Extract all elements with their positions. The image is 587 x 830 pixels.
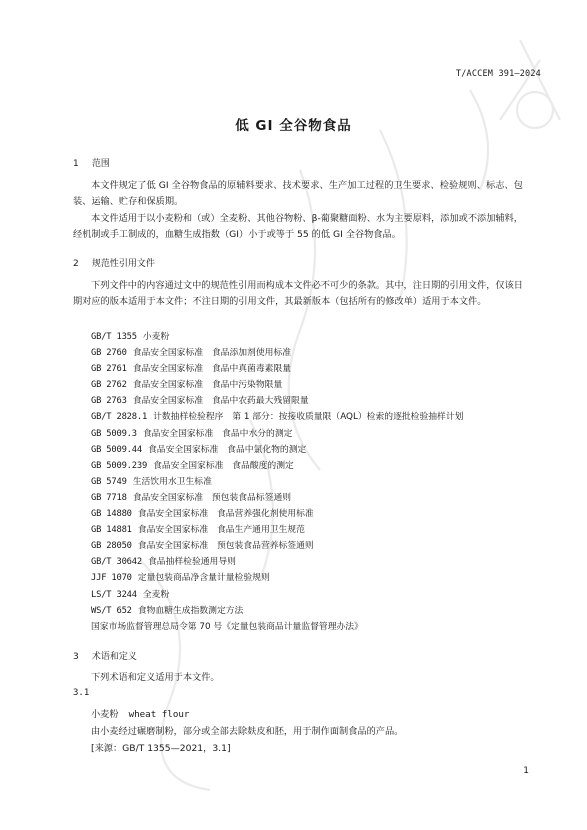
reference-title: 食品安全国家标准 食品添加剂使用标准 xyxy=(132,348,292,359)
term-chinese: 小麦粉 xyxy=(91,709,119,720)
section-title: 规范性引用文件 xyxy=(91,259,155,269)
reference-title: 生活饮用水卫生标准 xyxy=(132,476,212,487)
reference-item xyxy=(91,490,463,506)
section-number: 3 xyxy=(73,652,79,662)
reference-item xyxy=(91,442,463,458)
reference-code: GB 2763 xyxy=(91,396,127,407)
reference-code: GB 28050 xyxy=(91,541,132,552)
reference-item xyxy=(91,603,463,619)
reference-title: 食品安全国家标准 食品中水分的测定 xyxy=(142,428,293,439)
reference-title: 小麦粉 xyxy=(142,332,170,342)
reference-title: 食品安全国家标准 食品中污染物限量 xyxy=(132,380,283,391)
scope-paragraph-2: 本文件适用于以小麦粉和（或）全麦粉、其他谷物粉、β-葡聚糖面粉、水为主要原料，添加或不添加辅料，经机制或手工制成的，血糖生成指数（GI）小于或等于 55 的低 GI 全谷物食品。 xyxy=(73,213,523,240)
reference-item xyxy=(91,522,463,538)
reference-item xyxy=(91,587,463,603)
term-number: 3.1 xyxy=(73,688,90,698)
reference-item xyxy=(91,393,463,409)
reference-item xyxy=(91,361,463,377)
scope-paragraph-1: 本文件规定了低 GI 全谷物食品的原辅料要求、技术要求、生产加工过程的卫生要求、检验规则、标志、包装、运输、贮存和保质期。 xyxy=(73,180,523,207)
page-number: 1 xyxy=(523,766,529,776)
reference-code: LS/T 3244 xyxy=(91,589,137,600)
reference-item xyxy=(91,554,463,570)
reference-code: WS/T 652 xyxy=(91,605,132,616)
reference-title: 食品安全国家标准 食品营养强化剂使用标准 xyxy=(137,509,314,520)
section-title: 术语和定义 xyxy=(91,652,137,662)
section-title: 范围 xyxy=(91,159,110,169)
reference-code: GB 14881 xyxy=(91,525,132,536)
reference-code: GB/T 1355 xyxy=(91,332,137,342)
section-heading-normative-references xyxy=(73,256,155,269)
reference-item xyxy=(91,538,463,554)
reference-title: 食品安全国家标准 预包装食品营养标签通则 xyxy=(137,541,314,552)
document-code: T/ACCEM 391—2024 xyxy=(455,69,541,79)
reference-item xyxy=(91,345,463,361)
term-source: [来源：GB/T 1355—2021，3.1] xyxy=(91,743,231,754)
reference-title: 全麦粉 xyxy=(142,589,170,600)
reference-item xyxy=(91,329,463,345)
reference-code: GB 2761 xyxy=(91,364,127,375)
reference-title: 食品安全国家标准 食品中农药最大残留限量 xyxy=(132,396,309,407)
reference-code: GB 2762 xyxy=(91,380,127,391)
term-definition: 由小麦经过碾磨制粉，部分或全部去除麸皮和胚，用于制作面制食品的产品。 xyxy=(91,726,404,737)
reference-code: GB 14880 xyxy=(91,509,132,520)
reference-code: GB 5009.3 xyxy=(91,428,137,439)
reference-title: 食品安全国家标准 食品中真菌毒素限量 xyxy=(132,364,292,375)
reference-title: 国家市场监督管理总局令第 70 号《定量包装商品计量监督管理办法》 xyxy=(91,621,363,632)
document-title: 低 GI 全谷物食品 xyxy=(235,118,352,134)
reference-code: GB 5009.239 xyxy=(91,460,148,471)
reference-title: 食品安全国家标准 预包装食品标签通则 xyxy=(132,492,292,503)
term-entry xyxy=(91,706,189,720)
reference-item xyxy=(91,570,463,586)
reference-code: GB/T 30642 xyxy=(91,557,142,568)
section-heading-scope xyxy=(73,156,110,169)
reference-title: 食品安全国家标准 食品生产通用卫生规范 xyxy=(137,525,305,536)
reference-title: 定量包装商品净含量计量检验规则 xyxy=(137,573,270,584)
reference-item xyxy=(91,619,463,635)
reference-code: GB 2760 xyxy=(91,348,127,359)
reference-list xyxy=(91,329,463,635)
reference-code: JJF 1070 xyxy=(91,573,132,584)
reference-title: 食品安全国家标准 食品中氯化物的测定 xyxy=(147,444,307,455)
reference-item xyxy=(91,377,463,393)
reference-title: 食品抽样检验通用导则 xyxy=(147,557,236,568)
terms-intro-paragraph: 下列术语和定义适用于本文件。 xyxy=(91,672,220,683)
section-heading-terms xyxy=(73,649,137,662)
reference-code: GB 5749 xyxy=(91,476,127,487)
reference-item xyxy=(91,506,463,522)
reference-title: 食物血糖生成指数测定方法 xyxy=(137,605,244,616)
reference-item xyxy=(91,426,463,442)
term-english: wheat flour xyxy=(128,709,190,720)
section-number: 1 xyxy=(73,159,79,169)
reference-item xyxy=(91,409,463,425)
reference-title: 食品安全国家标准 食品酸度的测定 xyxy=(153,460,294,471)
normative-intro-paragraph: 下列文件中的内容通过文中的规范性引用而构成本文件必不可少的条款。其中，注日期的引用文件，仅该日期对应的版本适用于本文件；不注日期的引用文件，其最新版本（包括所有的修改单）适用于本文件。 xyxy=(73,280,523,307)
reference-item xyxy=(91,458,463,474)
reference-item xyxy=(91,474,463,490)
reference-code: GB 7718 xyxy=(91,492,127,503)
reference-code: GB/T 2828.1 xyxy=(91,412,148,423)
reference-title: 计数抽样检验程序 第 1 部分：按接收质量限（AQL）检索的逐批检验抽样计划 xyxy=(153,412,464,423)
reference-code: GB 5009.44 xyxy=(91,444,142,455)
section-number: 2 xyxy=(73,259,79,269)
